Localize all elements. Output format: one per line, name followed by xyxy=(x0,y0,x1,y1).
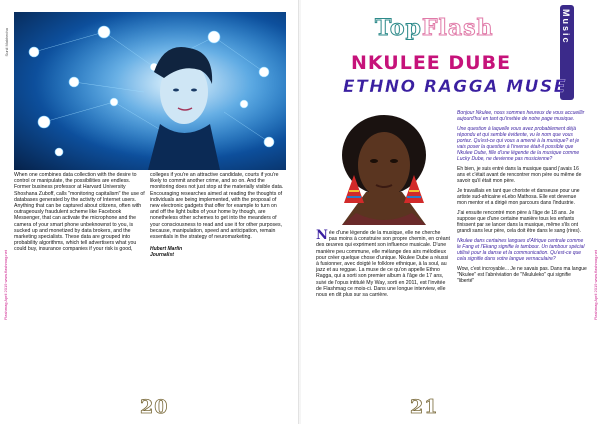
left-page xyxy=(0,0,299,424)
portrait-illustration xyxy=(316,107,453,225)
artist-bio xyxy=(316,230,450,298)
article-column-2 xyxy=(150,172,284,258)
qa-question: Une question à laquelle vous avez probablement déjà répondu et qui semble évidente, vu le nom que vous portez. Qu'est-ce qui vous a amené à la musique? et je vais poser la question à l'inverse était-il possible que Nkulee Dube, fille d'une légende de la musique comme Lucky Dube, ne devienne pas musicienne? xyxy=(457,126,580,162)
qa-question: Nkulee dans certaines langues d'Afrique centrale comme le Fang et l'Ekang signifie le tambour. Un tambour spécial utilisé pour la danse et la communication. Qu'est-ce que cela signifie dans votre langue vernaculaire? xyxy=(457,238,585,262)
footer-vertical-left: Flashmag April 2019 www.flashmag.net xyxy=(3,250,8,321)
author-role: Journalist xyxy=(150,252,174,259)
qa-answer: J'ai ensuite rencontré mon père à l'âge de 18 ans. Je suppose que d'une certaine manière tous les enfants finissent par se lancer dans la musique, même s'ils ont grandi sans leur père, cela doit être dans le sang (rires). xyxy=(457,210,581,234)
brand-top: Top xyxy=(375,15,422,41)
author-signature xyxy=(150,246,284,258)
artist-portrait-photo xyxy=(316,107,453,225)
qa-answer: Eh bien, je suis entré dans la musique quand j'avais 16 ans et c'était avant de rencontrer mon père ou même de savoir qu'il était mon père. xyxy=(457,166,582,184)
footer-vertical-right: Flashmag April 2019 www.flashmag.net xyxy=(593,250,598,321)
photo-credit: Sunil Makhecha xyxy=(4,28,9,57)
artist-name-title: NKULEE DUBE xyxy=(351,52,512,74)
bio-dropcap: N xyxy=(316,228,328,243)
article-column-2-text: colleges if you're an attractive candidate, courts if you're likely to commit another crime, and so on. And the monitoring does not just stop at the materially visible data. Encouraging researches aimed at reading the thoughts of individuals are being implemented, with the proposal of new electronic gadgets that offer for example to turn on and off the light bulbs of your home by though, are nonetheless other schemes to get into the meanders of your consciousness to read and use it for other purposes, because, manipulation, speed and anticipation, remain essentials in the strategy of neuromarketing. xyxy=(150,172,284,241)
qa-answer: Wow, c'est incroyable... Je ne savais pas. Dans ma langue "Nkulee" est l'abréviation de "Nkululeko" qui signifie "liberté" xyxy=(457,266,587,284)
author-name: Hubert Marlin xyxy=(150,246,183,253)
article-column-1: When one combines data collection with the desire to control or manipulate, the possibilities are endless. Former business professor at Harvard University Shoshana Zuboff, calls "monitoring capitalism" the use of databases generated by the activity of Internet users. Anything that can be captured about citizens, often with outrageously fraudulent scheme like Facebook Messenger, that can activate the microphone and the camera of your smart phone unbeknownst to you, is sucked up and monetized by data brokers, and the marketing specialists. These data are grouped into probability algorithms, which tell advertisers what you could buy, insurance companies if your risk is good, xyxy=(14,172,145,253)
interview-qa-column xyxy=(457,110,587,288)
network-illustration xyxy=(14,12,286,170)
bio-text: ée d'une légende de la musique, elle ne cherche pas moins à construire son propre chemin, en créant des œuvres qui expriment son influence musicale. D'une manière peu commune, elle mélange des airs mélodieux pour créer quelque chose d'unique. Nkulee Dube a réussi à fusionner, avec doigté le folklore ethnique, à la soul, au jazz et au reggae. La muse de ce qu'on appelle Ethno Ragga, qui a sorti son premier album à l'âge de 17 ans, suivi de l'opus intitulé My Way, sorti en 2011, est l'invitée de Flashmag ce mois-ci. Dans une longue interview, elle nous en dit plus sur sa carrière. xyxy=(316,230,450,299)
brand-topflash xyxy=(375,15,494,41)
hero-image-digital-woman xyxy=(14,12,286,170)
qa-answer: Je travaillais en tant que choriste et danseuse pour une artiste sud-africaine eLebo Mathosa. Elle est devenue mon mentor et a dirigé mon parcours dans l'industrie. xyxy=(457,188,580,206)
right-page xyxy=(301,0,600,424)
page-number-right: 21 xyxy=(410,396,439,418)
page-number-left: 20 xyxy=(140,396,169,418)
article-subtitle: ETHNO RAGGA MUSE xyxy=(343,77,567,97)
section-tab-label: Music xyxy=(561,9,571,45)
brand-flash: Flash xyxy=(421,15,494,41)
qa-question: Bonjour Nkulee, nous sommes heureux de vous accueillir aujourd'hui en tant qu'invitée de notre page musique. xyxy=(457,110,585,122)
